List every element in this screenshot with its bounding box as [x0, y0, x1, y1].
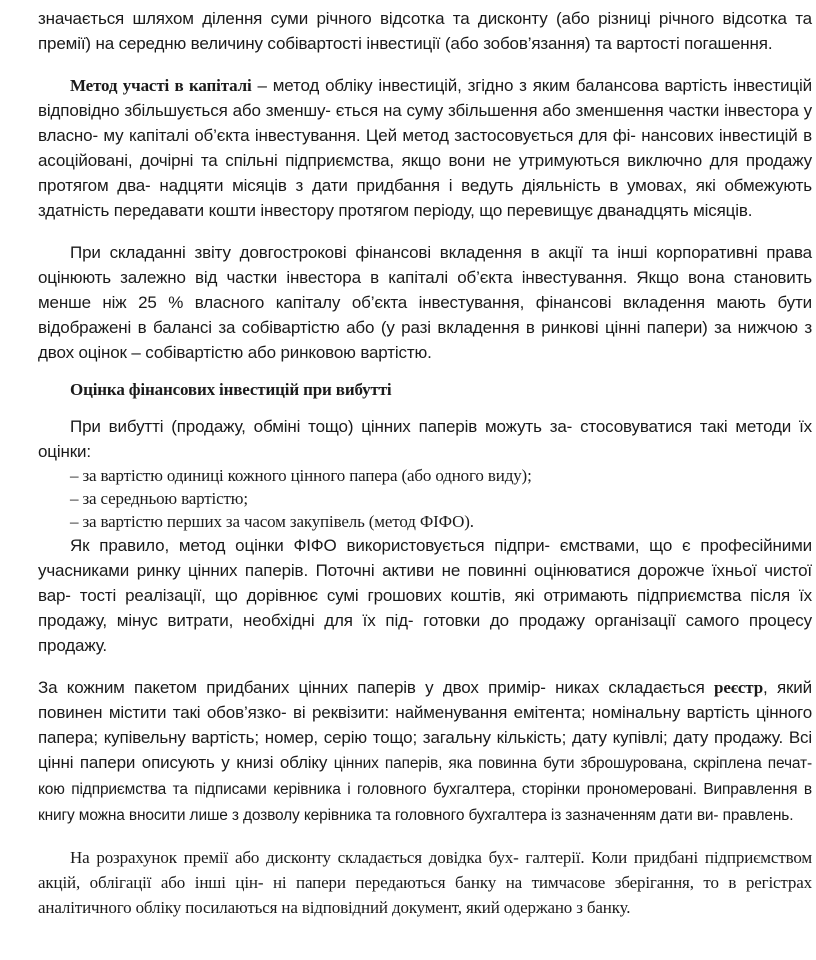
paragraph-report-valuation: При складанні звіту довгострокові фінансові вкладення в акції та інші корпоративні права оцінюють залежно від частки інвестора в капіталі об’єкта інвестування. Якщо вона становить менше ніж 25 % власного капіталу об’єкта інвестування, фінансові вкладення мають бути відображені в балансі за собівартістю або (у разі вкладення в ринкові цінні папери) за нижчою з двох оцінок – собівартістю або ринковою вартістю.: [38, 243, 812, 362]
paragraph-continuation: значається шляхом ділення суми річного відсотка та дисконту (або різниці річного відсотка та премії) на середню величину собівартості інвестиції (або зобов’язання) та вартості погашення.: [38, 9, 812, 53]
list-item: – за вартістю перших за часом закупівель (метод ФІФО).: [70, 512, 474, 531]
registry-book-details: цінних паперів, яка повинна бути зброшурована, скріплена печат- кою підприємства та підписами керівника і головного бухгалтера, сторінки прономеровані. Виправлення в книгу можна вносити лише з дозволу керівника та головного бухгалтера із зазначенням дати ви- правлень.: [38, 755, 812, 824]
registry-details: , який повинен містити такі обов’язко- ві реквізити: найменування емітента; номінальну вартість цінного папера; купівельну вартість; номер, серію тощо; загальну кількість; дату купівлі; дату продажу. Всі цінні папери описують у книзі обліку: [38, 678, 812, 772]
paragraph-premium-discount: На розрахунок премії або дисконту складається довідка бух- галтерії. Коли придбані підприємством акцій, облігації або інші цін- ні папери передаються банку на тимчасове зберігання, то в регістрах аналітичного обліку посилаються на відповідний документ, який одержано з банку.: [38, 848, 812, 917]
list-item: – за вартістю одиниці кожного цінного папера (або одного виду);: [70, 466, 532, 485]
list-item: – за середньою вартістю;: [70, 489, 248, 508]
equity-method-definition: – метод обліку інвестицій, згідно з яким балансова вартість інвестицій відповідно збільшується або зменшу- ється на суму збільшення або зменшення частки інвестора у власно- му капіталі об’єкта інвестування. Цей метод застосовується для фі- нансових інвестицій в асоційовані, дочірні та спільні підприємства, якщо вони не утримуються виключно для продажу протягом два- надцяти місяців з дати придбання і ведуть діяльність в умовах, які обмежують здатність передавати кошти інвестору протягом періоду, що перевищує дванадцять місяців.: [38, 76, 812, 220]
registry-intro: За кожним пакетом придбаних цінних паперів у двох примір- никах складається: [38, 678, 715, 697]
term-equity-method: Метод участі в капіталі: [70, 76, 252, 95]
methods-list: [38, 464, 812, 533]
paragraph-registry: [38, 675, 812, 828]
term-registry: реєстр: [714, 678, 764, 697]
paragraph-disposal-methods: При вибутті (продажу, обміні тощо) цінних паперів можуть за- стосовуватися такі методи їх оцінки:: [38, 417, 812, 461]
paragraph-fifo: Як правило, метод оцінки ФІФО використовується підпри- ємствами, що є професійними учасниками ринку цінних паперів. Поточні активи не повинні оцінюватися дорожче їхньої чистої вар- тості реалізації, що дорівнює сумі грошових коштів, які отримають підприємства після їх продажу, мінус витрати, необхідні для їх під- готовки до продажу організації самого процесу продажу.: [38, 536, 812, 655]
section-heading: Оцінка фінансових інвестицій при вибутті: [70, 380, 392, 399]
paragraph-equity-method: [38, 73, 812, 223]
